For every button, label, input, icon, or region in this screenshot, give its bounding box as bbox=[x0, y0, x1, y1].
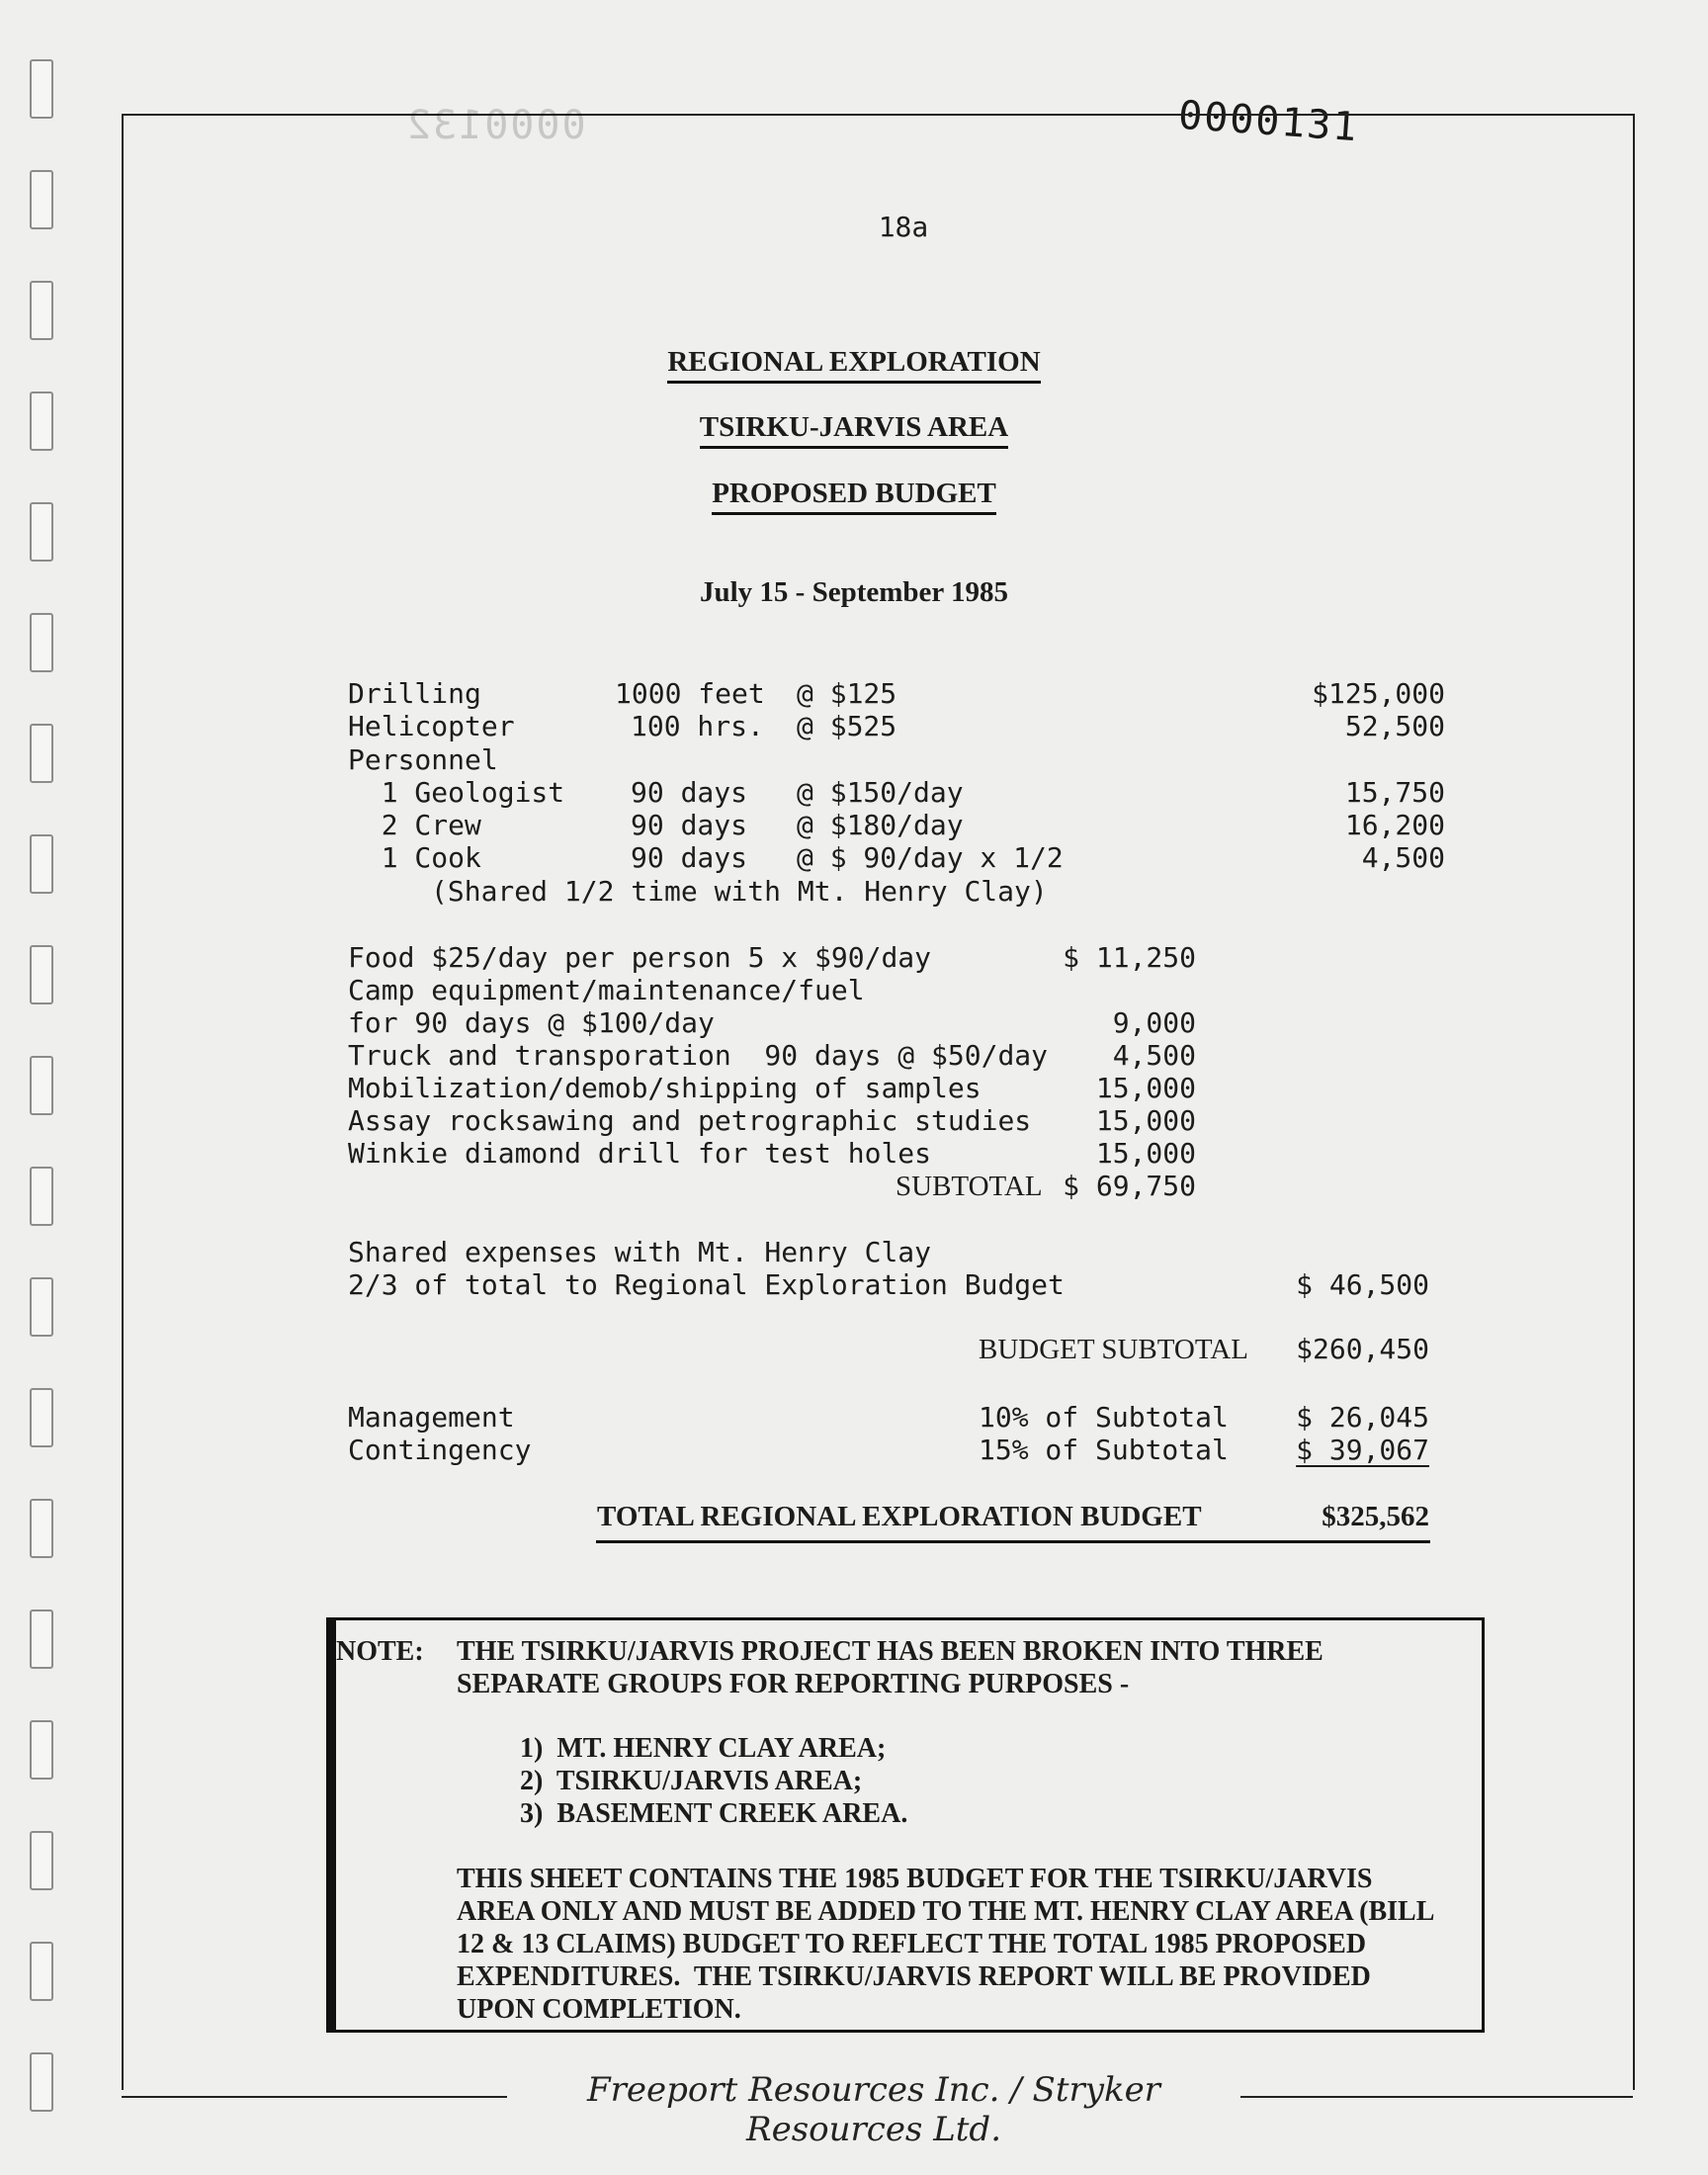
item-amount: 4,500 bbox=[1361, 841, 1445, 874]
binder-hole bbox=[30, 1277, 53, 1337]
expense-amount: 4,500 bbox=[1112, 1039, 1196, 1072]
item-qty: 90 days bbox=[631, 809, 748, 841]
binder-hole bbox=[30, 1831, 53, 1890]
shared-expenses-line2: 2/3 of total to Regional Exploration Budget bbox=[348, 1268, 1065, 1301]
binder-hole bbox=[30, 834, 53, 894]
expense-amount: 15,000 bbox=[1095, 1137, 1196, 1170]
expense-desc: for 90 days @ $100/day bbox=[348, 1006, 715, 1039]
expense-desc: Truck and transporation 90 days @ $50/day bbox=[348, 1039, 1049, 1072]
note-intro-1: THE TSIRKU/JARVIS PROJECT HAS BEEN BROKEN INTO THREE bbox=[457, 1636, 1324, 1667]
note-box bbox=[326, 1617, 1485, 2033]
item-label: 1 Cook bbox=[348, 841, 481, 874]
total-label: TOTAL REGIONAL EXPLORATION BUDGET bbox=[597, 1501, 1202, 1532]
contingency-amount: $ 39,067 bbox=[1296, 1434, 1429, 1466]
item-label: Helicopter bbox=[348, 710, 515, 742]
note-body-line: EXPENDITURES. THE TSIRKU/JARVIS REPORT WILL BE PROVIDED bbox=[457, 1961, 1371, 1992]
binder-hole bbox=[30, 281, 53, 340]
binder-hole bbox=[30, 502, 53, 562]
item-rate: @ $180/day bbox=[797, 809, 964, 841]
note-group-1: 1) MT. HENRY CLAY AREA; bbox=[520, 1733, 887, 1764]
expense-amount: 9,000 bbox=[1112, 1006, 1196, 1039]
budget-subtotal-label: BUDGET SUBTOTAL bbox=[979, 1334, 1248, 1365]
footer-rule-right bbox=[1240, 2096, 1633, 2098]
item-label: Drilling bbox=[348, 677, 481, 710]
note-intro-2: SEPARATE GROUPS FOR REPORTING PURPOSES - bbox=[457, 1669, 1130, 1699]
binder-hole bbox=[30, 1167, 53, 1226]
contingency-label: Contingency bbox=[348, 1434, 532, 1466]
expense-amount: 15,000 bbox=[1095, 1072, 1196, 1104]
item-rate: @ $125 bbox=[797, 677, 897, 710]
item-label: 2 Crew bbox=[348, 809, 481, 841]
item-amount: 16,200 bbox=[1344, 809, 1445, 841]
budget-subtotal-amount: $260,450 bbox=[1296, 1333, 1429, 1365]
note-group-3: 3) BASEMENT CREEK AREA. bbox=[520, 1798, 908, 1829]
item-rate: @ $150/day bbox=[797, 776, 964, 809]
binder-hole bbox=[30, 59, 53, 119]
footer-company-names: Freeport Resources Inc. / Stryker Resources Ltd. bbox=[587, 2070, 1160, 2149]
expense-desc: Winkie diamond drill for test holes bbox=[348, 1137, 932, 1170]
binder-hole bbox=[30, 1056, 53, 1115]
item-label: 1 Geologist bbox=[348, 776, 565, 809]
subtotal-amount: $ 69,750 bbox=[1063, 1170, 1196, 1202]
shared-expenses-line1: Shared expenses with Mt. Henry Clay bbox=[348, 1236, 932, 1268]
total-underline bbox=[596, 1540, 1430, 1543]
note-label: NOTE: bbox=[336, 1636, 424, 1667]
footer-rule-left bbox=[122, 2096, 507, 2098]
note-body-line: THIS SHEET CONTAINS THE 1985 BUDGET FOR THE TSIRKU/JARVIS bbox=[457, 1864, 1373, 1894]
note-group-2: 2) TSIRKU/JARVIS AREA; bbox=[520, 1766, 863, 1796]
item-label: Personnel bbox=[348, 743, 498, 776]
binder-hole bbox=[30, 613, 53, 672]
expense-amount: $ 11,250 bbox=[1063, 941, 1196, 974]
binder-hole bbox=[30, 2052, 53, 2112]
item-amount: 15,750 bbox=[1344, 776, 1445, 809]
item-amount: 52,500 bbox=[1344, 710, 1445, 742]
item-qty: 90 days bbox=[631, 776, 748, 809]
item-qty: 100 hrs. bbox=[631, 710, 764, 742]
binder-hole bbox=[30, 1499, 53, 1558]
management-amount: $ 26,045 bbox=[1296, 1401, 1429, 1434]
title-proposed-budget: PROPOSED BUDGET bbox=[0, 478, 1708, 510]
title-regional-exploration: REGIONAL EXPLORATION bbox=[0, 346, 1708, 379]
shared-expenses-amount: $ 46,500 bbox=[1296, 1268, 1429, 1301]
expense-desc: Food $25/day per person 5 x $90/day bbox=[348, 941, 932, 974]
binder-hole bbox=[30, 1610, 53, 1669]
binder-hole bbox=[30, 1942, 53, 2001]
binder-hole bbox=[30, 724, 53, 783]
binder-hole bbox=[30, 945, 53, 1004]
management-basis: 10% of Subtotal bbox=[979, 1401, 1229, 1434]
expense-amount: 15,000 bbox=[1095, 1104, 1196, 1137]
ghost-doc-number: 0000132 bbox=[405, 103, 586, 148]
subtotal-label: SUBTOTAL bbox=[896, 1171, 1043, 1202]
binder-hole bbox=[30, 1388, 53, 1447]
item-rate: @ $ 90/day x 1/2 bbox=[797, 841, 1064, 874]
item-qty: 1000 feet bbox=[615, 677, 765, 710]
item-qty: 90 days bbox=[631, 841, 748, 874]
note-body-line: AREA ONLY AND MUST BE ADDED TO THE MT. HENRY CLAY AREA (BILL bbox=[457, 1896, 1435, 1927]
expense-desc: Camp equipment/maintenance/fuel bbox=[348, 974, 865, 1006]
management-label: Management bbox=[348, 1401, 515, 1434]
shared-note: (Shared 1/2 time with Mt. Henry Clay) bbox=[431, 875, 1048, 908]
budget-period: July 15 - September 1985 bbox=[699, 576, 1008, 608]
item-rate: @ $525 bbox=[797, 710, 897, 742]
expense-desc: Mobilization/demob/shipping of samples bbox=[348, 1072, 982, 1104]
title-area: TSIRKU-JARVIS AREA bbox=[0, 411, 1708, 444]
binder-hole bbox=[30, 1720, 53, 1780]
expense-desc: Assay rocksawing and petrographic studies bbox=[348, 1104, 1032, 1137]
total-amount: $325,562 bbox=[1322, 1501, 1429, 1532]
doc-number-stamp: 0000131 bbox=[1176, 92, 1360, 151]
contingency-basis: 15% of Subtotal bbox=[979, 1434, 1229, 1466]
item-amount: $125,000 bbox=[1312, 677, 1445, 710]
note-body-line: 12 & 13 CLAIMS) BUDGET TO REFLECT THE TOTAL 1985 PROPOSED bbox=[457, 1929, 1367, 1959]
page-label: 18a bbox=[878, 211, 929, 243]
note-body-line: UPON COMPLETION. bbox=[457, 1994, 741, 2025]
